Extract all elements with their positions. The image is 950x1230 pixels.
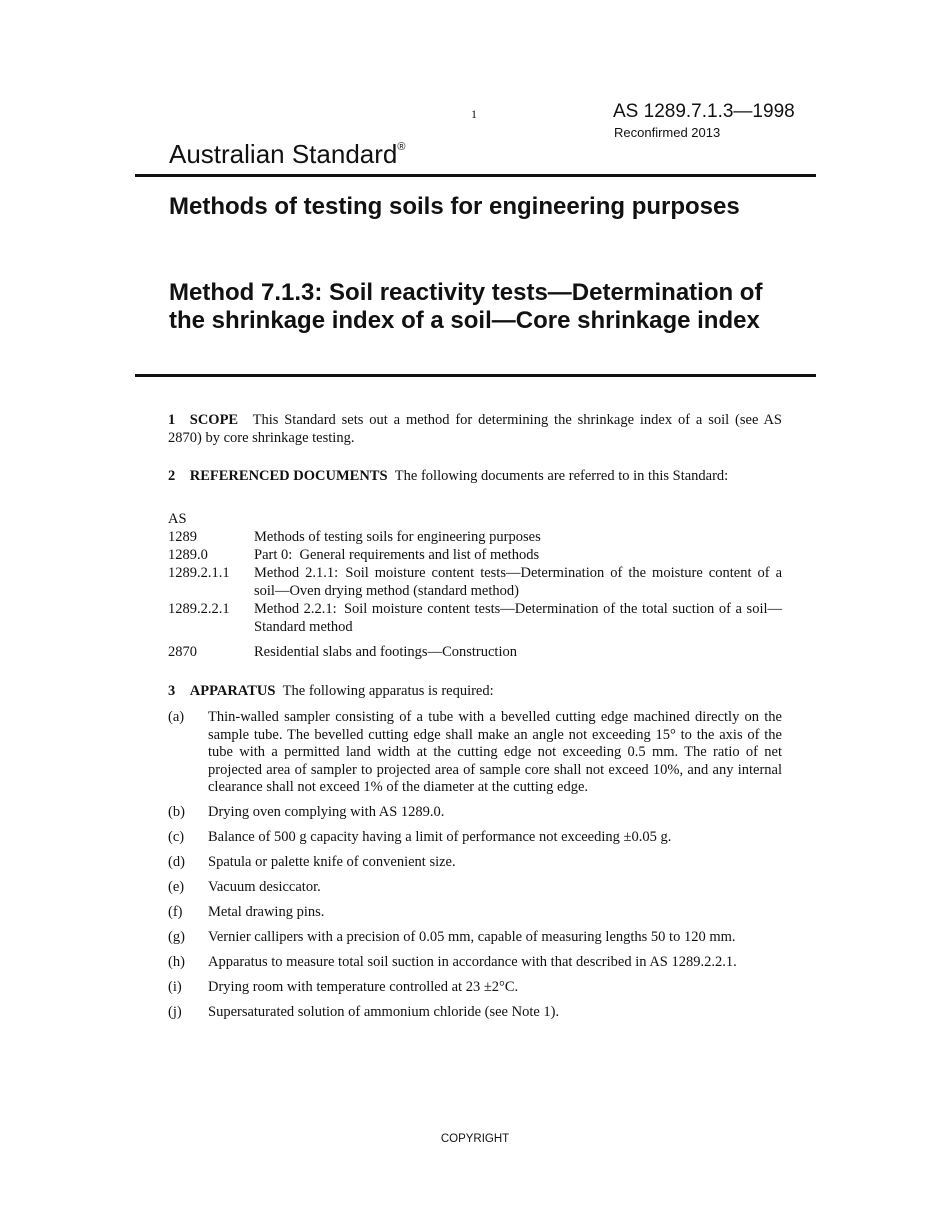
- document-title: Part 0: General requirements and list of methods: [254, 547, 540, 563]
- reconfirmed-date: Reconfirmed 2013: [614, 125, 721, 140]
- brand-name: Australian Standard: [169, 139, 398, 169]
- apparatus-item: [168, 1004, 782, 1022]
- apparatus-item-text: Balance of 500 g capacity having a limit of performance not exceeding ±0.05 g.: [208, 829, 672, 845]
- apparatus-item: [168, 854, 782, 872]
- apparatus-item-text: Vernier callipers with a precision of 0.05 mm, capable of measuring lengths 50 to 120 mm.: [208, 929, 736, 945]
- document-number: 1289.0: [168, 547, 208, 563]
- apparatus-heading: 3 APPARATUS: [168, 683, 276, 699]
- apparatus-item: [168, 804, 782, 822]
- document-number: 1289.2.1.1: [168, 565, 230, 581]
- document-title: Method 2.1.1: Soil moisture content tests—Determination of the moisture content of a soil—Oven drying method (standard method): [254, 565, 782, 599]
- scope-section: [168, 411, 782, 447]
- apparatus-item-text: Metal drawing pins.: [208, 904, 325, 920]
- referenced-documents-section: [168, 467, 782, 485]
- apparatus-item-label: (i): [168, 979, 182, 995]
- scope-text: This Standard sets out a method for determining the shrinkage index of a soil (see AS 2870) by core shrinkage testing.: [168, 412, 782, 446]
- apparatus-list: [168, 709, 782, 1029]
- document-title: Method 2.2.1: Soil moisture content tests—Determination of the total suction of a soil—Standard method: [254, 601, 782, 635]
- page-number: 1: [471, 107, 477, 121]
- document-row: [168, 546, 782, 564]
- apparatus-item-label: (a): [168, 709, 185, 725]
- apparatus-item-text: Spatula or palette knife of convenient size.: [208, 854, 456, 870]
- copyright-notice: COPYRIGHT: [440, 1133, 510, 1145]
- apparatus-item-label: (e): [168, 879, 185, 895]
- referenced-documents-list: [168, 510, 782, 661]
- apparatus-item: [168, 879, 782, 897]
- brand-title: [169, 139, 405, 170]
- document-row: [168, 600, 782, 636]
- standard-number: AS 1289.7.1.3—1998: [613, 101, 795, 122]
- apparatus-item-label: (d): [168, 854, 185, 870]
- apparatus-item: [168, 904, 782, 922]
- apparatus-item-text: Drying room with temperature controlled at 23 ±2°C.: [208, 979, 519, 995]
- referenced-documents-intro: The following documents are referred to in this Standard:: [394, 468, 729, 484]
- document-number: 1289: [168, 529, 197, 545]
- document-title: Residential slabs and footings—Construction: [254, 644, 517, 660]
- document-row: [168, 528, 782, 546]
- apparatus-item: [168, 709, 782, 797]
- apparatus-item-label: (c): [168, 829, 185, 845]
- apparatus-item: [168, 979, 782, 997]
- apparatus-item-label: (b): [168, 804, 185, 820]
- document-title: Methods of testing soils for engineering purposes: [254, 529, 541, 545]
- document-group-label: AS: [168, 511, 187, 527]
- apparatus-item-text: Vacuum desiccator.: [208, 879, 321, 895]
- apparatus-item-label: (j): [168, 1004, 182, 1020]
- apparatus-intro: The following apparatus is required:: [282, 683, 494, 699]
- apparatus-item: [168, 954, 782, 972]
- document-row: [168, 564, 782, 600]
- title-rule-top: [135, 174, 816, 177]
- main-title: Methods of testing soils for engineering purposes: [169, 193, 740, 220]
- scope-heading: 1 SCOPE: [168, 412, 239, 428]
- apparatus-item: [168, 829, 782, 847]
- apparatus-item-label: (h): [168, 954, 185, 970]
- document-number: 2870: [168, 644, 197, 660]
- apparatus-item: [168, 929, 782, 947]
- apparatus-item-text: Supersaturated solution of ammonium chloride (see Note 1).: [208, 1004, 560, 1020]
- referenced-documents-heading: 2 REFERENCED DOCUMENTS: [168, 468, 388, 484]
- method-title: Method 7.1.3: Soil reactivity tests—Determination of the shrinkage index of a soil—Core shrinkage index: [169, 279, 763, 334]
- apparatus-item-text: Thin-walled sampler consisting of a tube with a bevelled cutting edge machined directly on the sample tube. The bevelled cutting edge shall make an angle not exceeding 15° to the axis of the tube with a permitted land width at the cutting edge not exceeding 0.5 mm. The ratio of net projected area of sampler to projected area of sample core shall not exceed 10%, and any internal clearance shall not exceed 1% of the diameter at the cutting edge.: [208, 709, 782, 795]
- apparatus-item-label: (g): [168, 929, 185, 945]
- document-row: [168, 643, 782, 661]
- apparatus-item-text: Drying oven complying with AS 1289.0.: [208, 804, 445, 820]
- registered-mark: ®: [397, 141, 406, 153]
- document-number: 1289.2.2.1: [168, 601, 230, 617]
- title-rule-bottom: [135, 374, 816, 377]
- apparatus-section: [168, 682, 782, 700]
- apparatus-item-text: Apparatus to measure total soil suction in accordance with that described in AS 1289.2.2.1.: [208, 954, 737, 970]
- apparatus-item-label: (f): [168, 904, 183, 920]
